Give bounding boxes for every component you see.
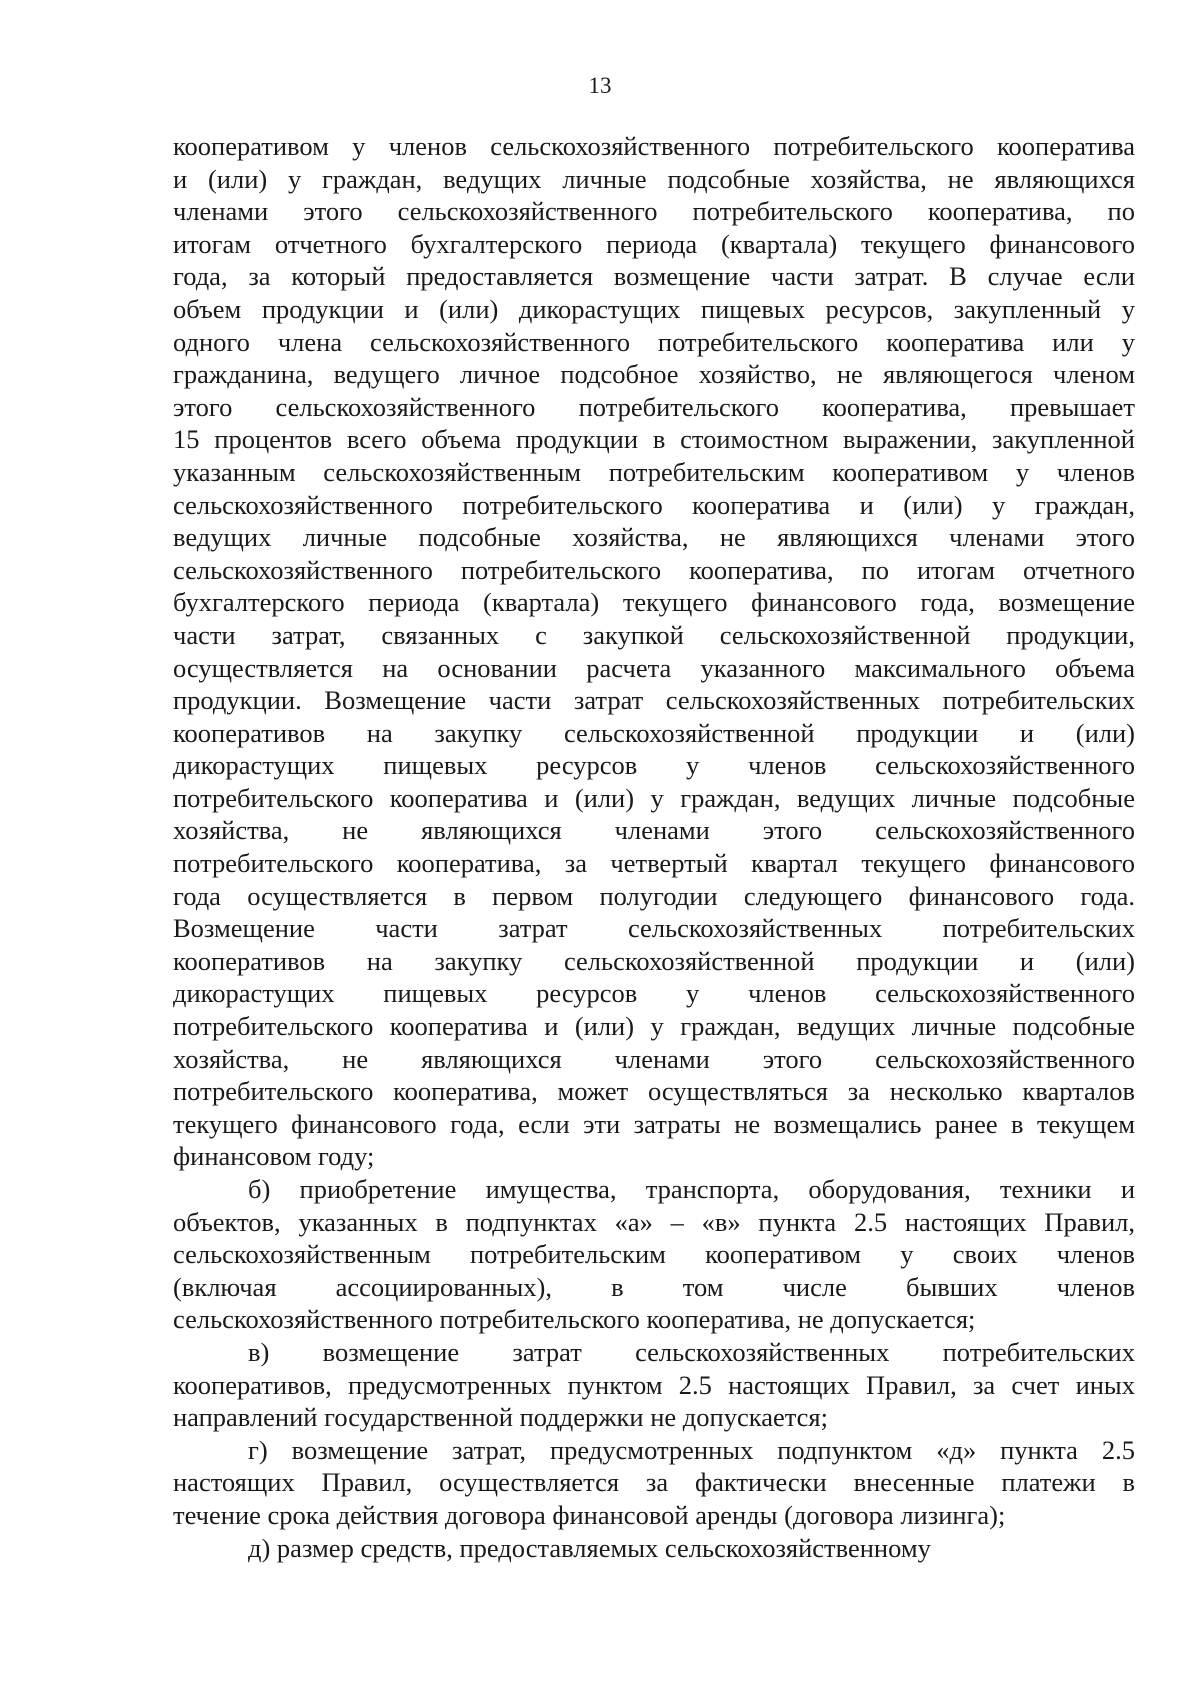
text-line: продукции. Возмещение части затрат сельскохозяйственных потребительских xyxy=(173,685,1135,716)
text-line: д) размер средств, предоставляемых сельскохозяйственному xyxy=(248,1532,931,1563)
text-line: текущего финансового года, если эти затраты не возмещались ранее в текущем xyxy=(173,1108,1135,1139)
text-line: года, за который предоставляется возмещение части затрат. В случае если xyxy=(173,261,1135,292)
text-line: в) возмещение затрат сельскохозяйственных потребительских xyxy=(248,1336,1135,1367)
text-line: потребительского кооператива и (или) у граждан, ведущих личные подсобные xyxy=(173,1011,1135,1042)
text-line: одного члена сельскохозяйственного потребительского кооператива или у xyxy=(173,326,1135,357)
text-line: ведущих личные подсобные хозяйства, не являющихся членами этого xyxy=(173,522,1135,553)
text-line: части затрат, связанных с закупкой сельскохозяйственной продукции, xyxy=(173,619,1135,650)
text-line: Возмещение части затрат сельскохозяйственных потребительских xyxy=(173,913,1135,944)
text-line: хозяйства, не являющихся членами этого сельскохозяйственного xyxy=(173,815,1135,846)
paragraph xyxy=(173,1336,1135,1434)
text-line: кооперативов, предусмотренных пунктом 2.5 настоящих Правил, за счет иных xyxy=(173,1369,1135,1400)
text-line: настоящих Правил, осуществляется за фактически внесенные платежи в xyxy=(173,1467,1135,1498)
text-line: г) возмещение затрат, предусмотренных подпунктом «д» пункта 2.5 xyxy=(248,1434,1135,1465)
text-line: потребительского кооператива и (или) у граждан, ведущих личные подсобные xyxy=(173,782,1135,813)
text-line: дикорастущих пищевых ресурсов у членов сельскохозяйственного xyxy=(173,750,1135,781)
text-line: этого сельскохозяйственного потребительского кооператива, превышает xyxy=(173,391,1135,422)
text-line: бухгалтерского периода (квартала) текущего финансового года, возмещение xyxy=(173,587,1135,618)
text-line: сельскохозяйственного потребительского кооператива, не допускается; xyxy=(173,1304,976,1335)
text-line: сельскохозяйственного потребительского кооператива и (или) у граждан, xyxy=(173,489,1135,520)
text-line: дикорастущих пищевых ресурсов у членов сельскохозяйственного xyxy=(173,978,1135,1009)
text-line: (включая ассоциированных), в том числе бывших членов xyxy=(173,1271,1135,1302)
text-line: течение срока действия договора финансовой аренды (договора лизинга); xyxy=(173,1499,1006,1530)
text-line: финансовом году; xyxy=(173,1141,375,1172)
text-line: указанным сельскохозяйственным потребительским кооперативом у членов xyxy=(173,456,1135,487)
paragraph xyxy=(173,1532,1135,1565)
text-line: 15 процентов всего объема продукции в стоимостном выражении, закупленной xyxy=(173,424,1135,455)
text-line: хозяйства, не являющихся членами этого сельскохозяйственного xyxy=(173,1043,1135,1074)
text-line: осуществляется на основании расчета указанного максимального объема xyxy=(173,652,1135,683)
text-line: членами этого сельскохозяйственного потребительского кооператива, по xyxy=(173,196,1135,227)
paragraph xyxy=(173,130,1135,1173)
text-line: кооперативов на закупку сельскохозяйственной продукции и (или) xyxy=(173,945,1135,976)
text-line: кооперативов на закупку сельскохозяйственной продукции и (или) xyxy=(173,717,1135,748)
text-line: гражданина, ведущего личное подсобное хозяйство, не являющегося членом xyxy=(173,359,1135,390)
text-line: года осуществляется в первом полугодии следующего финансового года. xyxy=(173,880,1135,911)
body-text xyxy=(173,130,1135,1564)
text-line: потребительского кооператива, может осуществляться за несколько кварталов xyxy=(173,1076,1135,1107)
text-line: кооперативом у членов сельскохозяйственного потребительского кооператива xyxy=(173,131,1135,161)
text-line: потребительского кооператива, за четвертый квартал текущего финансового xyxy=(173,848,1135,879)
paragraph xyxy=(173,1434,1135,1532)
text-line: сельскохозяйственного потребительского кооператива, по итогам отчетного xyxy=(173,554,1135,585)
text-line: объем продукции и (или) дикорастущих пищевых ресурсов, закупленный у xyxy=(173,293,1135,324)
text-line: объектов, указанных в подпунктах «а» – «в» пункта 2.5 настоящих Правил, xyxy=(173,1206,1135,1237)
text-line: б) приобретение имущества, транспорта, оборудования, техники и xyxy=(248,1174,1135,1204)
text-line: и (или) у граждан, ведущих личные подсобные хозяйства, не являющихся xyxy=(173,163,1135,194)
page-number: 13 xyxy=(588,73,612,98)
text-line: сельскохозяйственным потребительским кооперативом у своих членов xyxy=(173,1239,1135,1270)
text-line: направлений государственной поддержки не допускается; xyxy=(173,1402,828,1433)
paragraph xyxy=(173,1173,1135,1336)
text-line: итогам отчетного бухгалтерского периода (квартала) текущего финансового xyxy=(173,228,1135,259)
